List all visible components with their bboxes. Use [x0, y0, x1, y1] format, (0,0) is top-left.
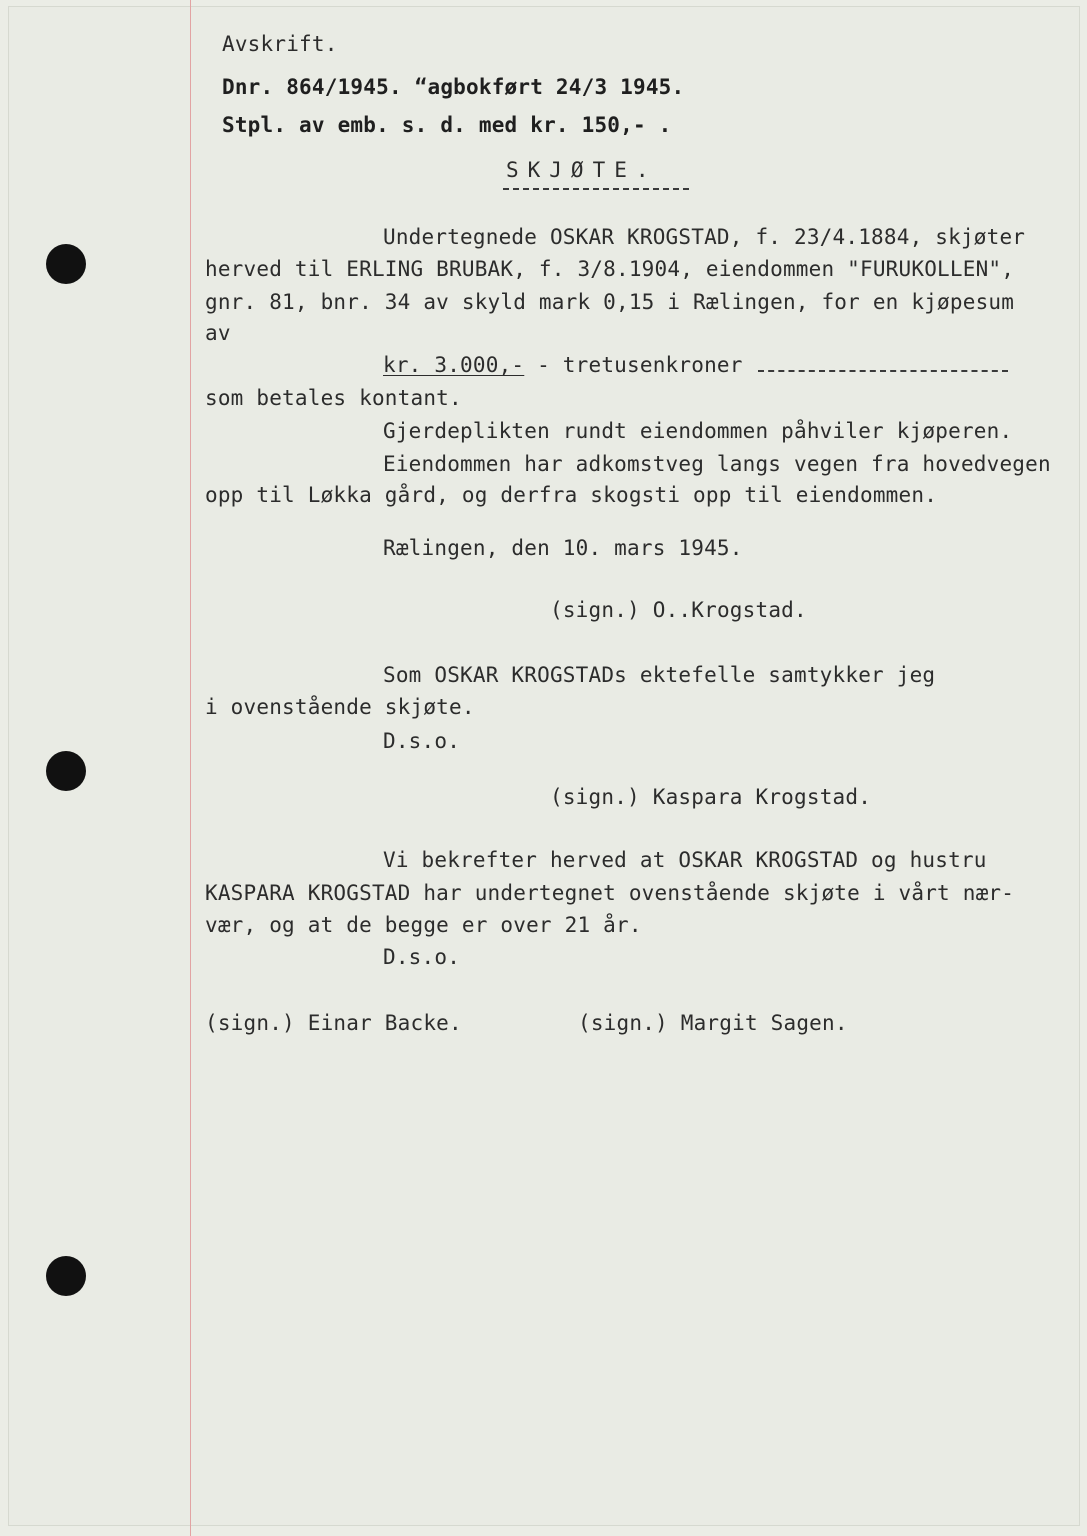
body-line-4: av [205, 321, 231, 345]
punch-hole-middle [46, 751, 86, 791]
document-title: SKJØTE. [506, 158, 658, 182]
body-line-2: herved til ERLING BRUBAK, f. 3/8.1904, eiendommen "FURUKOLLEN", [205, 257, 1015, 281]
amount-line [383, 352, 743, 378]
dnr-line: Dnr. 864/1945. “agbokført 24/3 1945. [222, 75, 685, 99]
witness-signature-1: (sign.) Einar Backe. [205, 1011, 462, 1035]
witness-signature-2: (sign.) Margit Sagen. [578, 1011, 848, 1035]
copy-label: Avskrift. [222, 32, 338, 56]
body-line-9: opp til Løkka gård, og derfra skogsti opp til eiendommen. [205, 483, 938, 507]
punch-hole-top [46, 244, 86, 284]
body-line-1: Undertegnede OSKAR KROGSTAD, f. 23/4.1884, skjøter [383, 225, 1026, 249]
body-line-6: som betales kontant. [205, 386, 462, 410]
stamp-line: Stpl. av emb. s. d. med kr. 150,- . [222, 113, 672, 137]
consent-line-2: i ovenstående skjøte. [205, 695, 475, 719]
title-rule [503, 188, 689, 190]
witness-line-1: Vi bekrefter herved at OSKAR KROGSTAD og hustru [383, 848, 987, 872]
amount-words: - tretusenkroner [524, 353, 743, 377]
witness-line-3: vær, og at de begge er over 21 år. [205, 913, 642, 937]
dso-1: D.s.o. [383, 729, 461, 753]
amount-dash-fill [758, 370, 1008, 372]
body-line-7: Gjerdeplikten rundt eiendommen påhviler kjøperen. [383, 419, 1013, 443]
margin-rule [190, 0, 191, 1536]
amount-value: kr. 3.000,- [383, 353, 525, 377]
place-date: Rælingen, den 10. mars 1945. [383, 536, 743, 560]
signature-kaspara: (sign.) Kaspara Krogstad. [550, 785, 872, 809]
dso-2: D.s.o. [383, 945, 461, 969]
signature-oskar: (sign.) O..Krogstad. [550, 598, 807, 622]
body-line-3: gnr. 81, bnr. 34 av skyld mark 0,15 i Rælingen, for en kjøpesum [205, 290, 1015, 314]
witness-line-2: KASPARA KROGSTAD har undertegnet ovenstående skjøte i vårt nær- [205, 881, 1015, 905]
body-line-8: Eiendommen har adkomstveg langs vegen fra hovedvegen [383, 452, 1051, 476]
consent-line-1: Som OSKAR KROGSTADs ektefelle samtykker jeg [383, 663, 936, 687]
punch-hole-bottom [46, 1256, 86, 1296]
